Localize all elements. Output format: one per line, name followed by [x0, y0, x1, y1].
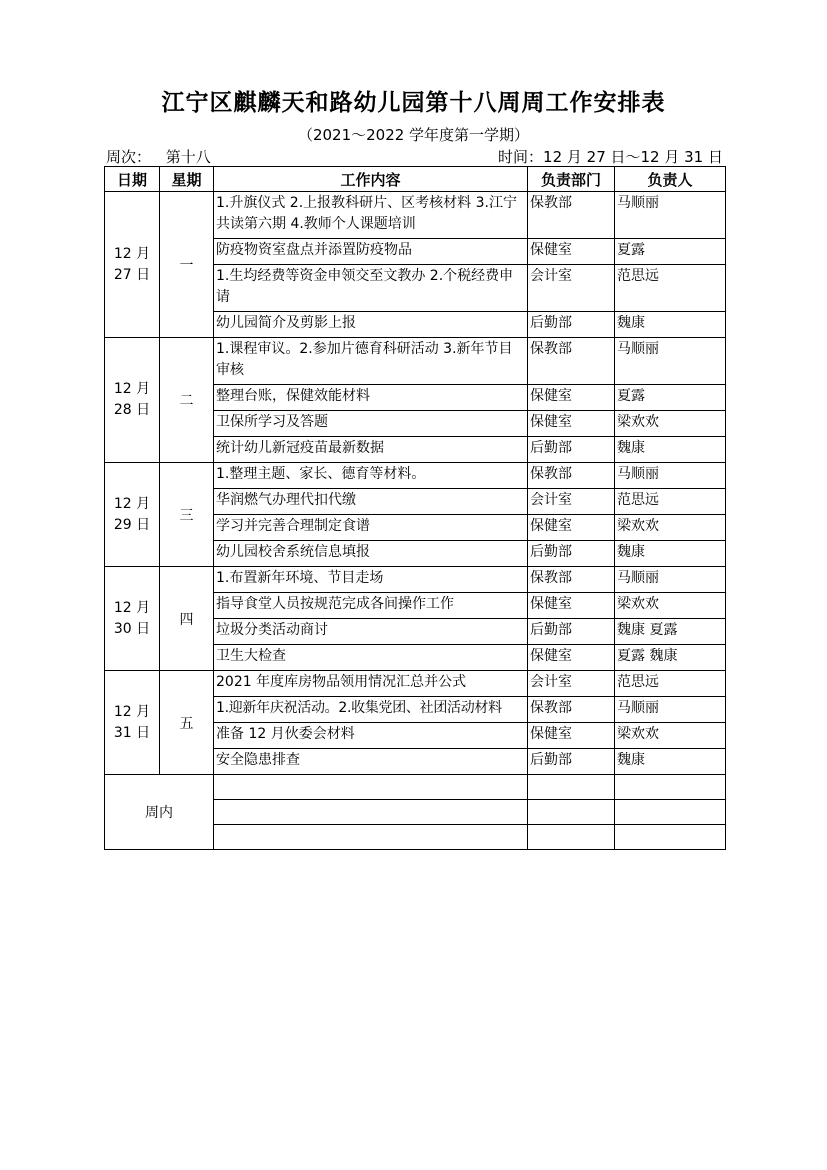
task-content: 卫保所学习及答题: [214, 411, 528, 437]
task-department: 保健室: [528, 723, 615, 749]
task-person: 夏露: [615, 385, 726, 411]
week-value: 第十八: [165, 148, 211, 166]
task-department: 后勤部: [528, 437, 615, 463]
task-person: 魏康: [615, 312, 726, 338]
empty-cell: [528, 775, 615, 800]
date-month: 12 月: [113, 495, 151, 512]
date-cell: [105, 567, 160, 671]
date-cell: [105, 338, 160, 463]
task-content: 1.课程审议。2.参加片德育科研活动 3.新年节目审核: [214, 338, 528, 385]
task-content: 防疫物资室盘点并添置防疫物品: [214, 239, 528, 265]
task-person: 夏露 魏康: [615, 645, 726, 671]
header-department: 负责部门: [528, 167, 615, 192]
task-content: 1.整理主题、家长、德育等材料。: [214, 463, 528, 489]
task-content: 1.生均经费等资金申领交至文教办 2.个税经费申请: [214, 265, 528, 312]
date-cell: [105, 463, 160, 567]
empty-cell: [615, 800, 726, 825]
schedule-table: [104, 166, 726, 850]
empty-cell: [615, 825, 726, 850]
task-person: 梁欢欢: [615, 593, 726, 619]
task-content: 学习并完善合理制定食谱: [214, 515, 528, 541]
task-content: 卫生大检查: [214, 645, 528, 671]
task-content: 准备 12 月伙委会材料: [214, 723, 528, 749]
empty-cell: [528, 825, 615, 850]
task-department: 后勤部: [528, 619, 615, 645]
task-person: 马顺丽: [615, 192, 726, 239]
header-person: 负责人: [615, 167, 726, 192]
time-value: 12 月 27 日～12 月 31 日: [543, 148, 723, 166]
weekday-cell: 二: [160, 338, 214, 463]
task-department: 保健室: [528, 385, 615, 411]
task-person: 马顺丽: [615, 463, 726, 489]
weekly-label: 周内: [105, 775, 214, 850]
task-department: 会计室: [528, 265, 615, 312]
time-label: 时间：: [498, 148, 544, 166]
task-department: 保健室: [528, 411, 615, 437]
task-department: 保教部: [528, 463, 615, 489]
task-person: 马顺丽: [615, 697, 726, 723]
task-content: 华润燃气办理代扣代缴: [214, 489, 528, 515]
weekday-cell: 一: [160, 192, 214, 338]
task-content: 2021 年度库房物品领用情况汇总并公式: [214, 671, 528, 697]
task-department: 会计室: [528, 671, 615, 697]
task-content: 整理台账，保健效能材料: [214, 385, 528, 411]
date-day: 27 日: [113, 266, 151, 283]
date-day: 31 日: [113, 724, 151, 741]
page-subtitle: （2021～2022 学年度第一学期）: [297, 126, 530, 144]
header-weekday: 星期: [160, 167, 214, 192]
task-department: 保教部: [528, 192, 615, 239]
task-department: 会计室: [528, 489, 615, 515]
task-person: 梁欢欢: [615, 411, 726, 437]
page-title: 江宁区麒麟天和路幼儿园第十八周周工作安排表: [161, 89, 666, 116]
date-month: 12 月: [113, 703, 151, 720]
empty-cell: [615, 775, 726, 800]
table-row: [105, 775, 726, 800]
task-person: 梁欢欢: [615, 515, 726, 541]
empty-cell: [214, 825, 528, 850]
date-month: 12 月: [113, 599, 151, 616]
task-person: 梁欢欢: [615, 723, 726, 749]
task-department: 保健室: [528, 645, 615, 671]
task-department: 保教部: [528, 567, 615, 593]
task-department: 后勤部: [528, 541, 615, 567]
header-row: [105, 167, 726, 192]
task-content: 1.迎新年庆祝活动。2.收集党团、社团活动材料: [214, 697, 528, 723]
table-row: [105, 192, 726, 239]
week-info: [106, 146, 211, 167]
date-day: 29 日: [113, 516, 151, 533]
task-department: 保教部: [528, 338, 615, 385]
task-person: 马顺丽: [615, 338, 726, 385]
empty-cell: [214, 775, 528, 800]
table-row: [105, 463, 726, 489]
task-department: 保教部: [528, 697, 615, 723]
empty-cell: [214, 800, 528, 825]
time-info: [498, 146, 723, 167]
task-department: 保健室: [528, 239, 615, 265]
header-date: 日期: [105, 167, 160, 192]
task-person: 魏康 夏露: [615, 619, 726, 645]
empty-cell: [528, 800, 615, 825]
date-month: 12 月: [113, 381, 151, 397]
task-content: 1.升旗仪式 2.上报教科研片、区考核材料 3.江宁共读第六期 4.教师个人课题培训: [214, 192, 528, 239]
date-month: 12 月: [113, 245, 151, 262]
table-row: [105, 338, 726, 385]
table-row: [105, 567, 726, 593]
task-person: 马顺丽: [615, 567, 726, 593]
date-day: 28 日: [113, 402, 151, 418]
task-content: 幼儿园校舍系统信息填报: [214, 541, 528, 567]
task-person: 范思远: [615, 265, 726, 312]
task-person: 魏康: [615, 437, 726, 463]
weekday-cell: 五: [160, 671, 214, 775]
task-person: 魏康: [615, 749, 726, 775]
header-content: 工作内容: [214, 167, 528, 192]
date-cell: [105, 192, 160, 338]
week-label: 周次：: [106, 148, 152, 166]
task-content: 幼儿园简介及剪影上报: [214, 312, 528, 338]
task-department: 保健室: [528, 515, 615, 541]
table-row: [105, 671, 726, 697]
task-department: 后勤部: [528, 749, 615, 775]
task-content: 指导食堂人员按规范完成各间操作工作: [214, 593, 528, 619]
weekday-cell: 四: [160, 567, 214, 671]
task-content: 垃圾分类活动商讨: [214, 619, 528, 645]
date-cell: [105, 671, 160, 775]
task-person: 夏露: [615, 239, 726, 265]
task-person: 范思远: [615, 489, 726, 515]
task-person: 范思远: [615, 671, 726, 697]
task-person: 魏康: [615, 541, 726, 567]
task-content: 安全隐患排查: [214, 749, 528, 775]
date-day: 30 日: [113, 620, 151, 637]
task-content: 统计幼儿新冠疫苗最新数据: [214, 437, 528, 463]
task-department: 后勤部: [528, 312, 615, 338]
task-content: 1.布置新年环境、节目走场: [214, 567, 528, 593]
weekday-cell: 三: [160, 463, 214, 567]
task-department: 保健室: [528, 593, 615, 619]
